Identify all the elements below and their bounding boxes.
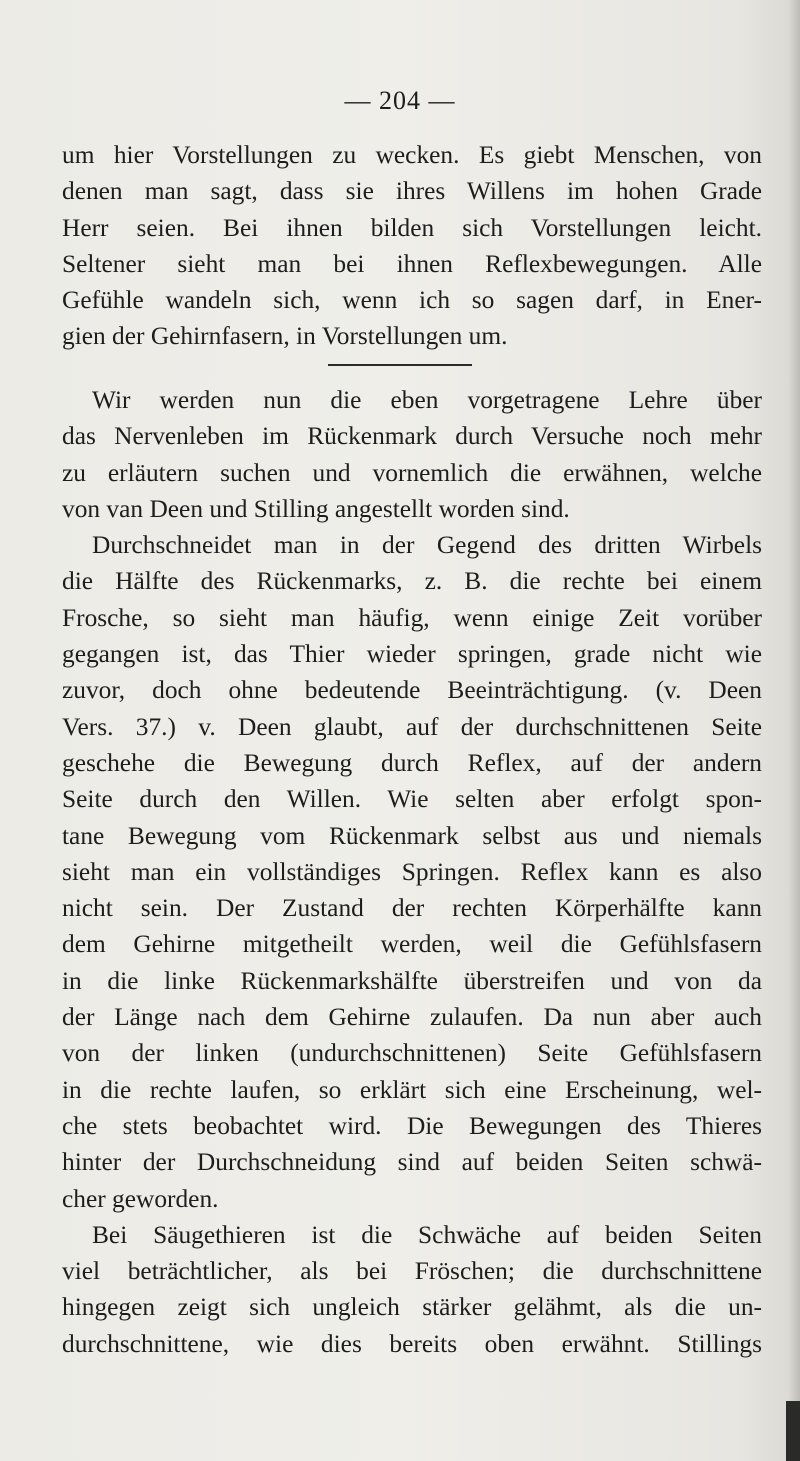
text-line: in die linke Rückenmarkshälfte überstreifen und von da	[62, 966, 762, 995]
text-line: hingegen zeigt sich ungleich stärker gelähmt, als die un-	[62, 1293, 762, 1322]
text-line: geschehe die Bewegung durch Reflex, auf der andern	[62, 748, 762, 777]
text-line: dem Gehirne mitgetheilt werden, weil die Gefühlsfasern	[62, 930, 762, 959]
text-line: zu erläutern suchen und vornemlich die erwähnen, welche	[62, 458, 762, 487]
text-line: nicht sein. Der Zustand der rechten Körperhälfte kann	[62, 894, 762, 923]
text-line: Gefühle wandeln sich, wenn ich so sagen darf, in Ener-	[62, 286, 762, 315]
text-line: Durchschneidet man in der Gegend des dritten Wirbels	[92, 531, 762, 560]
text-line: gegangen ist, das Thier wieder springen, grade nicht wie	[62, 640, 762, 669]
text-line: Bei Säugethieren ist die Schwäche auf beiden Seiten	[92, 1220, 762, 1249]
page-edge-shadow	[788, 0, 800, 1461]
text-line: che stets beobachtet wird. Die Bewegungen des Thieres	[62, 1111, 762, 1140]
text-line: um hier Vorstellungen zu wecken. Es giebt Menschen, von	[62, 141, 762, 169]
paragraph-2	[62, 382, 762, 1362]
text-line: Wir werden nun die eben vorgetragene Lehre über	[92, 386, 762, 414]
paragraph-1	[62, 137, 762, 355]
text-line: Herr seien. Bei ihnen bilden sich Vorstellungen leicht.	[62, 213, 762, 242]
text-line: die Hälfte des Rückenmarks, z. B. die rechte bei einem	[62, 567, 762, 596]
text-line: Frosche, so sieht man häufig, wenn einige Zeit vorüber	[62, 603, 762, 632]
text-line: viel beträchtlicher, als bei Fröschen; die durchschnittene	[62, 1257, 762, 1286]
section-divider	[328, 364, 472, 366]
text-line: cher geworden.	[62, 1184, 219, 1213]
scan-corner-mark	[786, 1401, 800, 1461]
text-line: sieht man ein vollständiges Springen. Reflex kann es also	[62, 857, 762, 886]
text-line: Seite durch den Willen. Wie selten aber erfolgt spon-	[62, 785, 762, 814]
text-line: das Nervenleben im Rückenmark durch Versuche noch mehr	[62, 422, 762, 451]
page-number: — 204 —	[344, 86, 456, 115]
text-line: in die rechte laufen, so erklärt sich eine Erscheinung, wel-	[62, 1075, 762, 1104]
text-line: gien der Gehirnfasern, in Vorstellungen um.	[62, 322, 508, 351]
text-line: zuvor, doch ohne bedeutende Beeinträchtigung. (v. Deen	[62, 676, 762, 705]
text-line: durchschnittene, wie dies bereits oben erwähnt. Stillings	[62, 1329, 762, 1358]
text-line: der Länge nach dem Gehirne zulaufen. Da nun aber auch	[62, 1003, 762, 1032]
text-line: tane Bewegung vom Rückenmark selbst aus und niemals	[62, 821, 762, 850]
text-line: hinter der Durchschneidung sind auf beiden Seiten schwä-	[62, 1148, 762, 1177]
text-line: denen man sagt, dass sie ihres Willens im hohen Grade	[62, 177, 762, 206]
text-line: Seltener sieht man bei ihnen Reflexbewegungen. Alle	[62, 249, 762, 278]
text-line: Vers. 37.) v. Deen glaubt, auf der durchschnittenen Seite	[62, 712, 762, 741]
text-line: von der linken (undurchschnittenen) Seite Gefühlsfasern	[62, 1039, 762, 1068]
text-line: von van Deen und Stilling angestellt worden sind.	[62, 494, 570, 523]
